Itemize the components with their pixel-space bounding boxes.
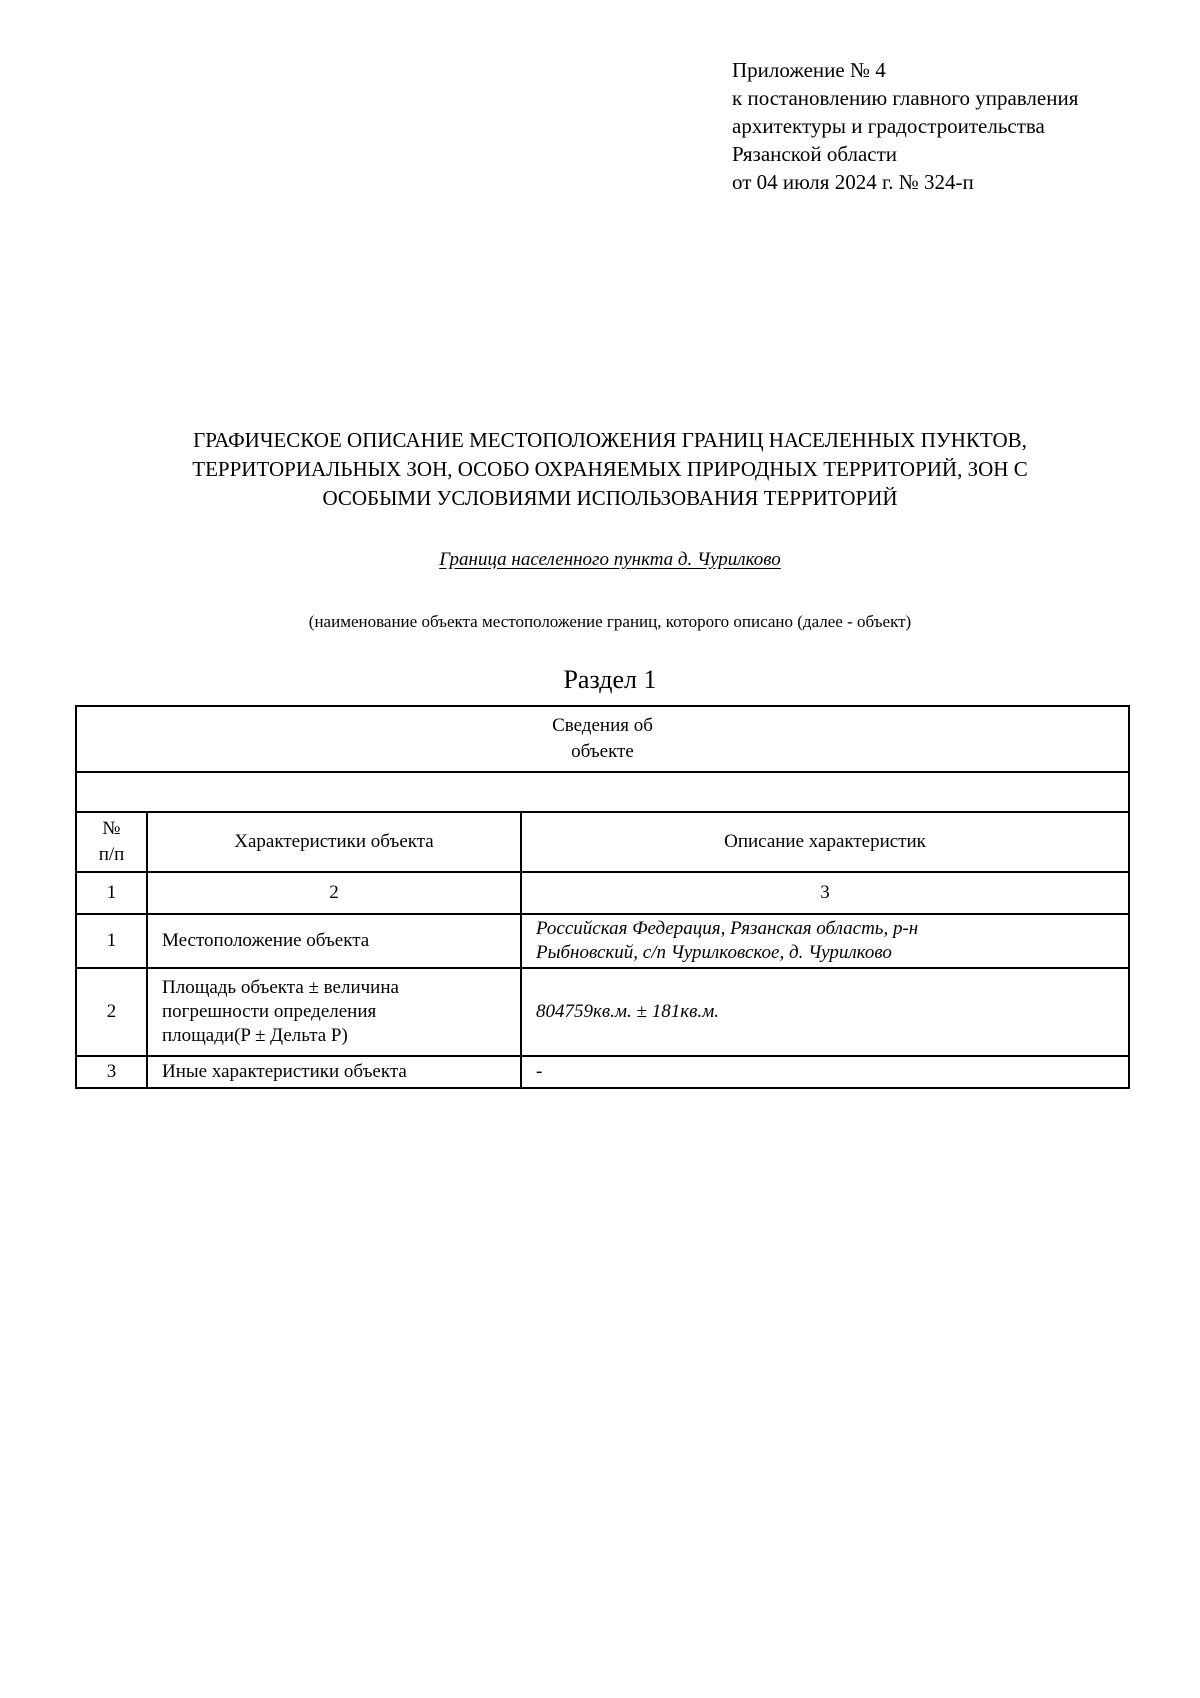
appendix-line: Приложение № 4 [732,58,886,82]
column-header-description: Описание характеристик [521,812,1129,872]
table-row [76,1056,1129,1088]
document-title [60,426,1160,513]
appendix-line: архитектуры и градостроительства [732,114,1045,138]
row-characteristic-line: Местоположение объекта [162,930,370,951]
title-line: ОСОБЫМИ УСЛОВИЯМИ ИСПОЛЬЗОВАНИЯ ТЕРРИТОРИЙ [322,486,898,510]
row-number: 2 [76,968,147,1056]
row-characteristic-line: погрешности определения [162,1001,377,1022]
column-header-number-line: № [102,818,121,839]
column-number: 1 [76,872,147,914]
row-description [521,968,1129,1056]
row-description [521,914,1129,968]
table-header-row [76,812,1129,872]
row-number: 3 [76,1056,147,1088]
column-number: 2 [147,872,521,914]
title-line: ГРАФИЧЕСКОЕ ОПИСАНИЕ МЕСТОПОЛОЖЕНИЯ ГРАНИЦ НАСЕЛЕННЫХ ПУНКТОВ, [193,428,1027,452]
table-heading-line: объекте [571,741,634,762]
table-empty-row [76,772,1129,812]
object-name: Граница населенного пункта д. Чурилково [439,549,781,570]
row-characteristic-line: Площадь объекта ± величина [162,977,399,998]
appendix-line: от 04 июля 2024 г. № 324-п [732,170,974,194]
table-heading-line: Сведения об [552,715,653,736]
row-description-line: Рыбновский, с/п Чурилковское, д. Чурилково [536,942,892,963]
object-name-caption: (наименование объекта местоположение границ, которого описано (далее - объект) [308,612,912,631]
row-number: 1 [76,914,147,968]
row-characteristic-line: Иные характеристики объекта [162,1061,407,1082]
row-characteristic-line: площади(P ± Дельта P) [162,1025,348,1046]
table-row [76,968,1129,1056]
row-characteristic [147,1056,521,1088]
row-description-line: 804759кв.м. ± 181кв.м. [536,1001,719,1022]
row-description [521,1056,1129,1088]
row-description-line: - [536,1061,543,1082]
table-heading [76,706,1129,772]
table-row [76,914,1129,968]
table-empty-cell [76,772,1129,812]
appendix-line: к постановлению главного управления [732,86,1079,110]
table-heading-row [76,706,1129,772]
table-column-numbers-row [76,872,1129,914]
appendix-block [732,56,1078,196]
column-number: 3 [521,872,1129,914]
row-characteristic [147,914,521,968]
object-info-table [75,705,1130,1089]
column-header-characteristic: Характеристики объекта [147,812,521,872]
section-title: Раздел 1 [563,665,657,694]
title-line: ТЕРРИТОРИАЛЬНЫХ ЗОН, ОСОБО ОХРАНЯЕМЫХ ПРИРОДНЫХ ТЕРРИТОРИЙ, ЗОН С [192,457,1028,481]
column-header-number-line: п/п [98,844,125,865]
row-characteristic [147,968,521,1056]
appendix-line: Рязанской области [732,142,898,166]
column-header-number [76,812,147,872]
row-description-line: Российская Федерация, Рязанская область, р-н [536,918,919,939]
